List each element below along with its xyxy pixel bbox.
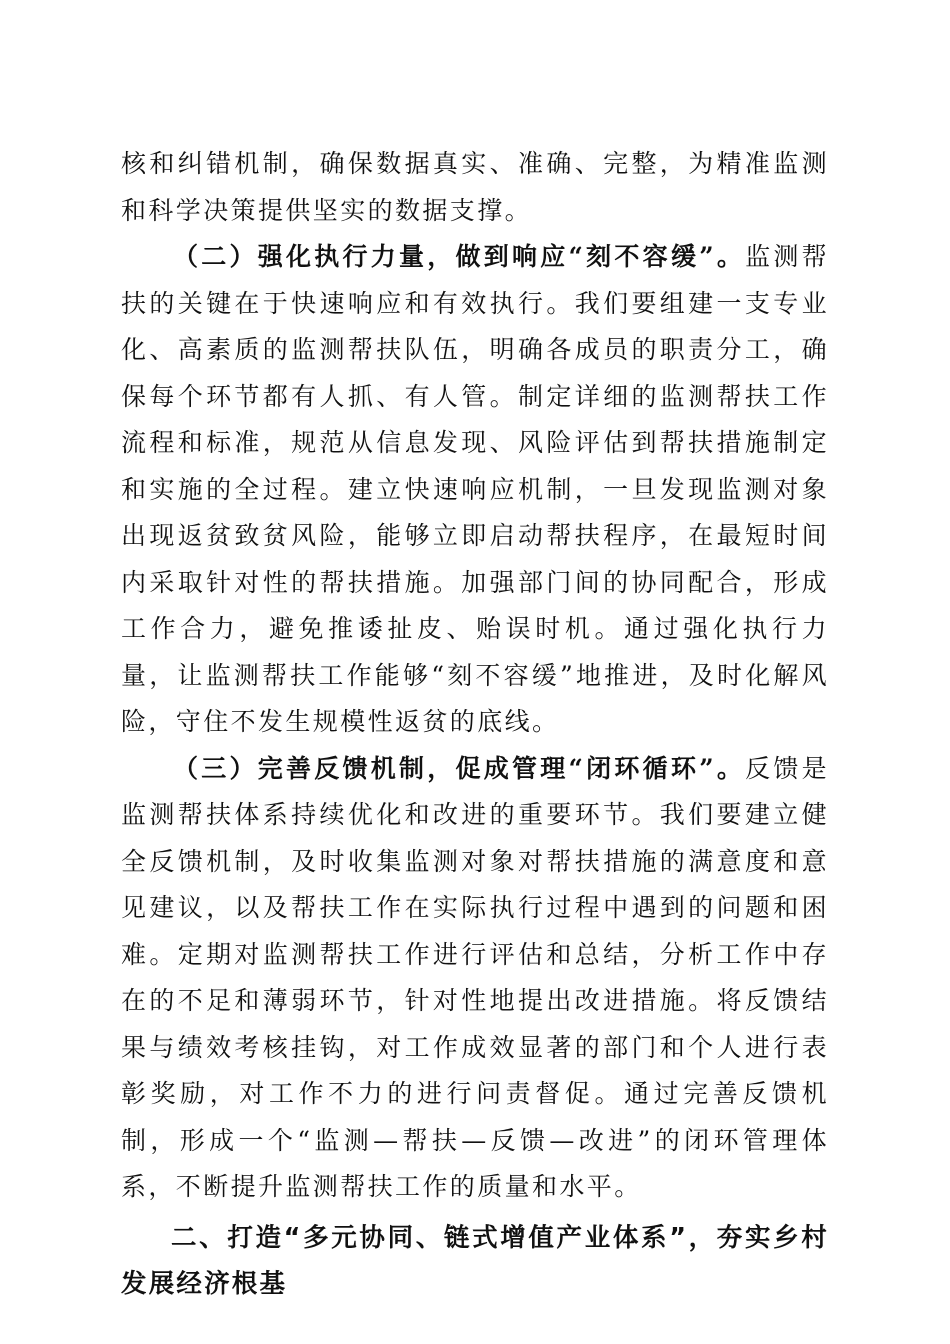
paragraph-3-text: 反馈是监测帮扶体系持续优化和改进的重要环节。我们要建立健全反馈机制，及时收集监测对象对帮扶措施的满意度和意见建议，以及帮扶工作在实际执行过程中遇到的问题和困难。定期对监测帮扶工作进行评估和总结，分析工作中存在的不足和薄弱环节，针对性地提出改进措施。将反馈结果与绩效考核挂钩，对工作成效显著的部门和个人进行表彰奖励，对工作不力的进行问责督促。通过完善反馈机制，形成一个“监测—帮扶—反馈—改进”的闭环管理体系，不断提升监测帮扶工作的质量和水平。 xyxy=(121,753,830,1201)
paragraph-3-heading: （三）完善反馈机制，促成管理“闭环循环”。 xyxy=(173,753,746,783)
paragraph-2-heading: （二）强化执行力量，做到响应“刻不容缓”。 xyxy=(173,242,746,271)
section-heading: 二、打造“多元协同、链式增值产业体系”，夯实乡村发展经济根基 xyxy=(121,1222,829,1299)
body-text xyxy=(121,141,829,1308)
paragraph-1-text: 核和纠错机制，确保数据真实、准确、完整，为精准监测和科学决策提供坚实的数据支撑。 xyxy=(121,149,829,225)
paragraph-1 xyxy=(121,141,829,234)
paragraph-2-text: 监测帮扶的关键在于快速响应和有效执行。我们要组建一支专业化、高素质的监测帮扶队伍，明确各成员的职责分工，确保每个环节都有人抓、有人管。制定详细的监测帮扶工作流程和标准，规范从信息发现、风险评估到帮扶措施制定和实施的全过程。建立快速响应机制，一旦发现监测对象出现返贫致贫风险，能够立即启动帮扶程序，在最短时间内采取针对性的帮扶措施。加强部门间的协同配合，形成工作合力，避免推诿扯皮、贻误时机。通过强化执行力量，让监测帮扶工作能够“刻不容缓”地推进，及时化解风险，守住不发生规模性返贫的底线。 xyxy=(121,242,830,736)
paragraph-3 xyxy=(121,746,829,1211)
paragraph-2 xyxy=(121,234,829,746)
